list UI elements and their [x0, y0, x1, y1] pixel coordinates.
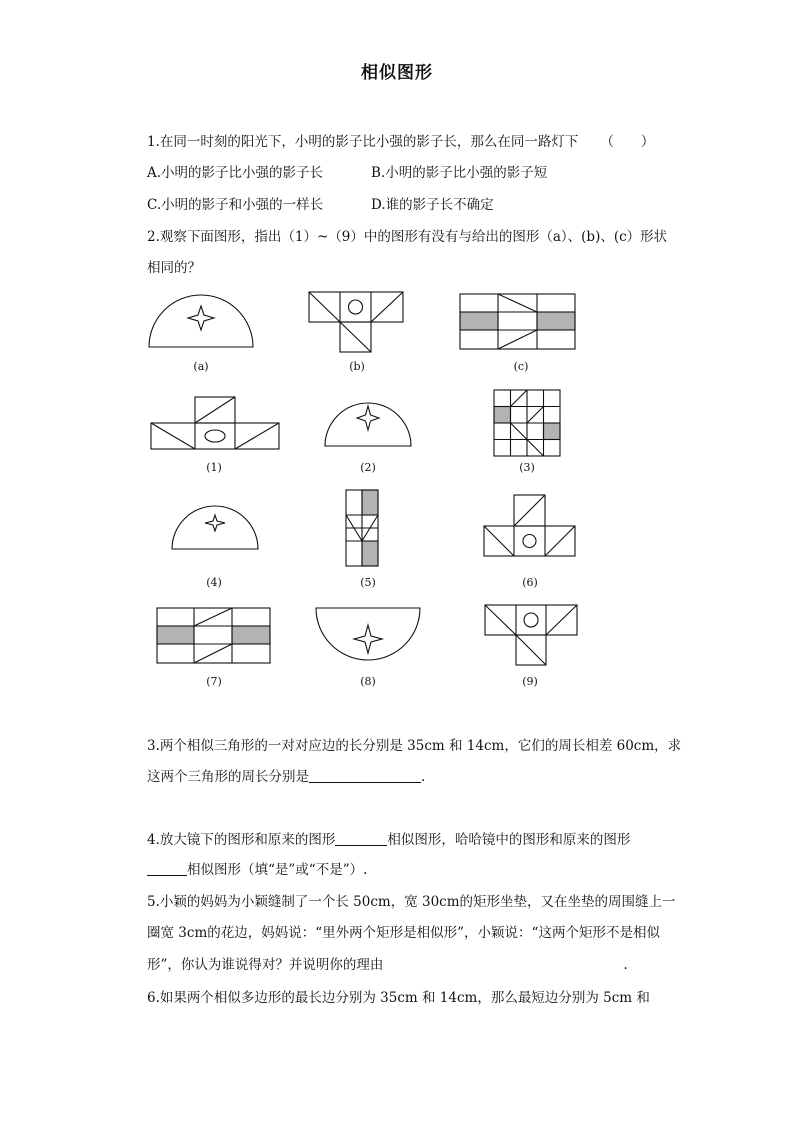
q3-line2: [147, 765, 425, 785]
caption-8: (8): [360, 675, 376, 688]
caption-5: (5): [360, 576, 376, 589]
figure-b: [308, 291, 404, 353]
figure-8: [315, 607, 421, 663]
caption-a: (a): [193, 360, 209, 373]
caption-4: (4): [206, 576, 222, 589]
q2-line1: 2.观察下面图形，指出（1）~（9）中的图形有没有与给出的图形（a）、(b)、(c）形状: [147, 229, 668, 245]
figure-a: [148, 292, 254, 348]
q5-line3-end: .: [623, 957, 628, 973]
q3-line1: 3.两个相似三角形的一对对应边的长分别是 35cm 和 14cm，它们的周长相差 60cm，求: [147, 738, 682, 754]
figure-5: [345, 489, 379, 567]
q1-option-d[interactable]: D.谁的影子长不确定: [371, 197, 494, 213]
q4-prefix: 4.放大镜下的图形和原来的图形: [147, 832, 336, 848]
caption-9: (9): [522, 675, 538, 688]
q3-prefix: 这两个三角形的周长分别是: [147, 769, 309, 785]
figure-9: [484, 604, 578, 666]
caption-6: (6): [522, 576, 538, 589]
caption-3: (3): [519, 461, 535, 474]
q3-answer-blank[interactable]: [309, 768, 421, 783]
figure-2: [324, 393, 412, 447]
q4-line1: [147, 828, 630, 848]
q4-end: 相似图形（填“是”或“不是”）.: [187, 862, 368, 878]
caption-c: (c): [513, 360, 529, 373]
q1-stem-text: 1.在同一时刻的阳光下，小明的影子比小强的影子长，那么在同一路灯下: [147, 134, 579, 150]
caption-1: (1): [206, 461, 222, 474]
caption-2: (2): [360, 461, 376, 474]
q1-option-a[interactable]: A.小明的影子比小强的影子长: [147, 165, 324, 181]
q4-mid: 相似图形，哈哈镜中的图形和原来的图形: [387, 832, 631, 848]
q1-stem: [147, 130, 654, 150]
q4-blank-2[interactable]: [147, 861, 187, 876]
q5-line3: [147, 953, 628, 973]
q2-line2: 相同的？: [147, 260, 201, 276]
caption-7: (7): [206, 675, 222, 688]
q4-line2: [147, 858, 367, 878]
q6-line1: 6.如果两个相似多边形的最长边分别为 35cm 和 14cm，那么最短边分别为 5cm 和: [147, 990, 650, 1006]
q5-line3-text: 形”，你认为谁说得对？并说明你的理由: [147, 957, 384, 973]
q5-line2: 圈宽 3cm的花边，妈妈说：“里外两个矩形是相似形”，小颖说：“这两个矩形不是相似: [147, 925, 660, 941]
figure-1: [150, 396, 280, 450]
q1-option-c[interactable]: C.小明的影子和小强的一样长: [147, 197, 324, 213]
figure-4: [171, 502, 259, 550]
figure-3: [493, 389, 561, 457]
q5-line1: 5.小颖的妈妈为小颖缝制了一个长 50cm，宽 30cm的矩形坐垫，又在坐垫的周围缝上一: [147, 894, 676, 910]
figure-7: [156, 607, 271, 664]
q1-answer-paren[interactable]: （ ）: [600, 134, 655, 150]
q4-blank-1[interactable]: [335, 831, 387, 846]
figure-6: [483, 494, 576, 557]
figure-c: [459, 293, 576, 350]
caption-b: (b): [349, 360, 365, 373]
q3-suffix: .: [421, 769, 426, 785]
q1-option-b[interactable]: B.小明的影子比小强的影子短: [371, 165, 548, 181]
page-title: 相似图形: [361, 63, 433, 83]
